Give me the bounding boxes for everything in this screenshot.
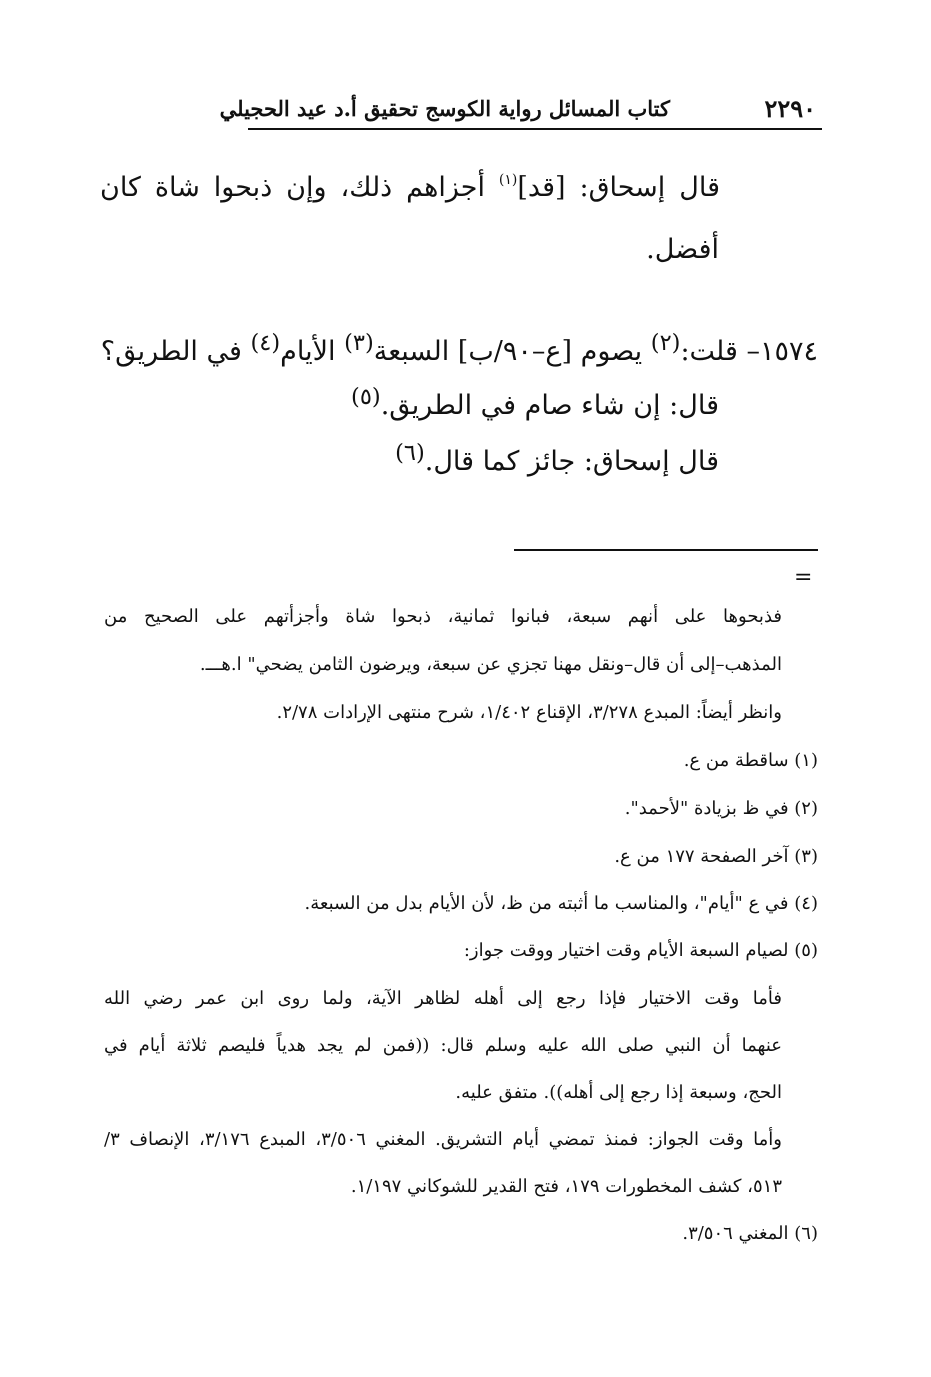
footnote-1: (١) ساقطة من ع. [683, 750, 818, 771]
answer-line-1 [351, 384, 719, 421]
continuation-mark: = [794, 565, 813, 590]
footnote-5-line-6: ٥١٣، كشف المخطورات ١٧٩، فتح القدير للشوكاني ١/١٩٧. [350, 1176, 782, 1197]
main-line1-a: قال إسحاق: [قد] [517, 172, 720, 203]
footnote-continuation-line-2: المذهب–إلى أن قال–ونقل مهنا تجزي عن سبعة، ويرضون الثامن يضحي" ا.هـــ. [199, 654, 782, 675]
question-text-b: الأيام [280, 336, 345, 367]
question-number: ١٥٧٤– قلت: [680, 336, 818, 367]
footnote-ref-2[interactable]: (٢) [650, 330, 681, 356]
footnote-ref-6[interactable]: (٦) [395, 440, 425, 466]
footnote-5: (٥) لصيام السبعة الأيام وقت اختيار ووقت جواز: [463, 940, 818, 961]
footnote-6: (٦) المغني ٣/٥٠٦. [682, 1223, 818, 1244]
question-text-a: يصوم [ع–٩٠/ب] السبعة [373, 336, 651, 367]
footnote-5-line-5: وأما وقت الجواز: فمنذ تمضي أيام التشريق. المغني ٣/٥٠٦، المبدع ٣/١٧٦، الإنصاف ٣/ [104, 1129, 782, 1150]
page-number: ٢٢٩٠ [764, 94, 816, 123]
footnote-4: (٤) في ع "أيام"، والمناسب ما أثبته من ظ، لأن الأيام بدل من السبعة. [304, 893, 818, 914]
running-header [100, 90, 820, 130]
answer-1-text: قال: إن شاء صام في الطريق. [380, 390, 719, 421]
footnote-5-line-2: فأما وقت الاختيار فإذا رجع إلى أهله لظاهر الآية، ولما روى ابن عمر رضي الله [104, 988, 782, 1009]
question-text-c: في الطريق؟ [100, 336, 251, 367]
footnote-5-line-3: عنهما أن النبي صلى الله عليه وسلم قال: ((فمن لم يجد هدياً فليصم ثلاثة أيام في [104, 1035, 782, 1056]
footnote-ref-1[interactable]: (١) [498, 172, 518, 188]
footnote-ref-4[interactable]: (٤) [250, 330, 281, 356]
question-1574 [100, 330, 818, 367]
footnote-3: (٣) آخر الصفحة ١٧٧ من ع. [614, 846, 818, 867]
footnote-continuation-line-3: وانظر أيضاً: المبدع ٣/٢٧٨، الإقناع ١/٤٠٢، شرح منتهى الإرادات ٢/٧٨. [276, 702, 782, 723]
header-rule [248, 128, 822, 130]
footnote-ref-5[interactable]: (٥) [351, 384, 381, 410]
main-paragraph-line-2: أفضل. [646, 234, 719, 265]
main-paragraph-line-1 [100, 172, 720, 203]
main-line1-b: أجزاهم ذلك، وإن ذبحوا شاة كان [100, 172, 499, 203]
answer-2-text: قال إسحاق: جائز كما قال. [424, 446, 719, 477]
answer-line-2 [395, 440, 719, 477]
footnote-ref-3[interactable]: (٣) [344, 330, 374, 356]
header-title: كتاب المسائل رواية الكوسج تحقيق أ.د عيد الحجيلي [219, 96, 670, 121]
footnote-continuation-line-1: فذبحوها على أنهم سبعة، فبانوا ثمانية، ذبحوا شاة وأجزأتهم على الصحيح من [104, 606, 782, 627]
footnote-2: (٢) في ظ بزيادة "لأحمد". [624, 798, 818, 819]
footnote-5-line-4: الحج، وسبعة إذا رجع إلى أهله)). متفق عليه. [455, 1082, 782, 1103]
footnote-rule [514, 549, 818, 551]
